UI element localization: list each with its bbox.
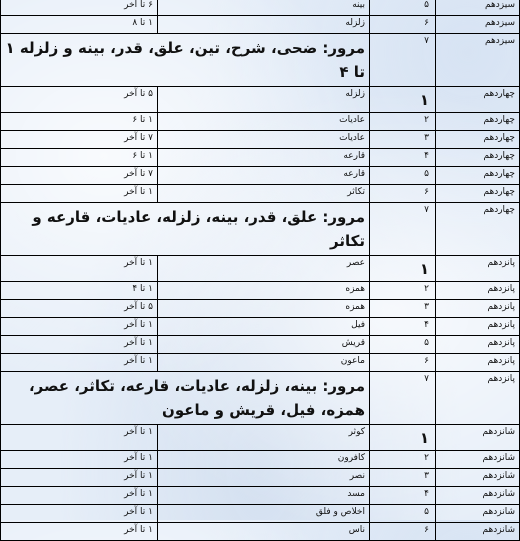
month-cell: چهاردهم — [436, 149, 520, 167]
month-cell: چهاردهم — [436, 87, 520, 113]
month-cell: پانزدهم — [436, 318, 520, 336]
session-cell: ۴ — [370, 487, 436, 505]
verses-cell: ۱ تا ۶ — [1, 113, 158, 131]
surah-cell: کافرون — [158, 451, 370, 469]
session-cell: ۵ — [370, 336, 436, 354]
month-cell: چهاردهم — [436, 185, 520, 203]
session-cell: ۳ — [370, 300, 436, 318]
surah-cell: اخلاص و فلق — [158, 505, 370, 523]
surah-cell: عصر — [158, 256, 370, 282]
verses-cell: ۵ تا آخر — [1, 87, 158, 113]
review-row — [1, 203, 520, 256]
schedule-body — [1, 0, 520, 541]
month-cell: شانزدهم — [436, 523, 520, 541]
verses-cell: ۱ تا ۶ — [1, 149, 158, 167]
verses-cell: ۱ تا آخر — [1, 505, 158, 523]
session-cell: ۶ — [370, 523, 436, 541]
surah-cell: مسد — [158, 487, 370, 505]
table-row — [1, 425, 520, 451]
surah-cell: زلزله — [158, 16, 370, 34]
month-cell: پانزدهم — [436, 354, 520, 372]
review-row — [1, 372, 520, 425]
session-cell: ۵ — [370, 0, 436, 16]
surah-cell: زلزله — [158, 87, 370, 113]
month-cell: چهاردهم — [436, 113, 520, 131]
table-row — [1, 354, 520, 372]
month-cell: پانزدهم — [436, 300, 520, 318]
table-row — [1, 149, 520, 167]
verses-cell: ۷ تا آخر — [1, 131, 158, 149]
verses-cell: ۱ تا آخر — [1, 256, 158, 282]
table-row — [1, 336, 520, 354]
month-cell: چهاردهم — [436, 131, 520, 149]
verses-cell: ۷ تا آخر — [1, 167, 158, 185]
surah-cell: قریش — [158, 336, 370, 354]
session-cell: ۳ — [370, 469, 436, 487]
table-row — [1, 523, 520, 541]
month-cell: پانزدهم — [436, 372, 520, 425]
table-row — [1, 131, 520, 149]
table-row — [1, 256, 520, 282]
month-cell: شانزدهم — [436, 425, 520, 451]
surah-cell: کوثر — [158, 425, 370, 451]
table-row — [1, 113, 520, 131]
verses-cell: ۱ تا آخر — [1, 318, 158, 336]
review-cell: مرور: ضحی، شرح، تین، علق، قدر، بینه و زلزله ۱ تا ۴ — [1, 34, 370, 87]
verses-cell: ۱ تا آخر — [1, 487, 158, 505]
verses-cell: ۱ تا آخر — [1, 354, 158, 372]
session-cell: ۲ — [370, 282, 436, 300]
surah-cell: قارعه — [158, 167, 370, 185]
month-cell: شانزدهم — [436, 469, 520, 487]
surah-cell: قارعه — [158, 149, 370, 167]
table-row — [1, 87, 520, 113]
session-cell: ۶ — [370, 354, 436, 372]
verses-cell: ۱ تا آخر — [1, 336, 158, 354]
verses-cell: ۱ تا آخر — [1, 523, 158, 541]
verses-cell: ۱ تا آخر — [1, 469, 158, 487]
surah-cell: نصر — [158, 469, 370, 487]
table-row — [1, 167, 520, 185]
table-row — [1, 0, 520, 16]
session-cell: ۴ — [370, 149, 436, 167]
verses-cell: ۱ تا ۸ — [1, 16, 158, 34]
surah-cell: ناس — [158, 523, 370, 541]
month-cell: سیزدهم — [436, 0, 520, 16]
session-cell: ۱ — [370, 425, 436, 451]
table-row — [1, 282, 520, 300]
session-cell: ۳ — [370, 131, 436, 149]
session-cell: ۷ — [370, 372, 436, 425]
session-cell: ۲ — [370, 113, 436, 131]
surah-cell: بینه — [158, 0, 370, 16]
session-cell: ۷ — [370, 203, 436, 256]
table-row — [1, 469, 520, 487]
month-cell: چهاردهم — [436, 167, 520, 185]
surah-cell: همزه — [158, 282, 370, 300]
verses-cell: ۱ تا آخر — [1, 451, 158, 469]
month-cell: پانزدهم — [436, 336, 520, 354]
session-cell: ۷ — [370, 34, 436, 87]
table-row — [1, 300, 520, 318]
month-cell: پانزدهم — [436, 256, 520, 282]
surah-cell: همزه — [158, 300, 370, 318]
verses-cell: ۵ تا آخر — [1, 300, 158, 318]
month-cell: شانزدهم — [436, 451, 520, 469]
session-cell: ۶ — [370, 16, 436, 34]
month-cell: پانزدهم — [436, 282, 520, 300]
verses-cell: ۱ تا آخر — [1, 425, 158, 451]
verses-cell: ۱ تا ۴ — [1, 282, 158, 300]
month-cell: سیزدهم — [436, 34, 520, 87]
month-cell: چهاردهم — [436, 203, 520, 256]
surah-cell: عادیات — [158, 113, 370, 131]
session-cell: ۱ — [370, 87, 436, 113]
session-cell: ۵ — [370, 505, 436, 523]
table-row — [1, 16, 520, 34]
table-row — [1, 451, 520, 469]
month-cell: شانزدهم — [436, 505, 520, 523]
review-row — [1, 34, 520, 87]
verses-cell: ۶ تا آخر — [1, 0, 158, 16]
month-cell: شانزدهم — [436, 487, 520, 505]
surah-cell: تکاثر — [158, 185, 370, 203]
surah-cell: ماعون — [158, 354, 370, 372]
month-cell: سیزدهم — [436, 16, 520, 34]
session-cell: ۵ — [370, 167, 436, 185]
session-cell: ۲ — [370, 451, 436, 469]
session-cell: ۶ — [370, 185, 436, 203]
review-cell: مرور: علق، قدر، بینه، زلزله، عادیات، قارعه و تکاثر — [1, 203, 370, 256]
session-cell: ۱ — [370, 256, 436, 282]
review-cell: مرور: بینه، زلزله، عادیات، قارعه، تکاثر، عصر، همزه، فیل، قریش و ماعون — [1, 372, 370, 425]
verses-cell: ۱ تا آخر — [1, 185, 158, 203]
table-row — [1, 487, 520, 505]
session-cell: ۴ — [370, 318, 436, 336]
table-row — [1, 318, 520, 336]
surah-cell: فیل — [158, 318, 370, 336]
table-row — [1, 185, 520, 203]
surah-cell: عادیات — [158, 131, 370, 149]
